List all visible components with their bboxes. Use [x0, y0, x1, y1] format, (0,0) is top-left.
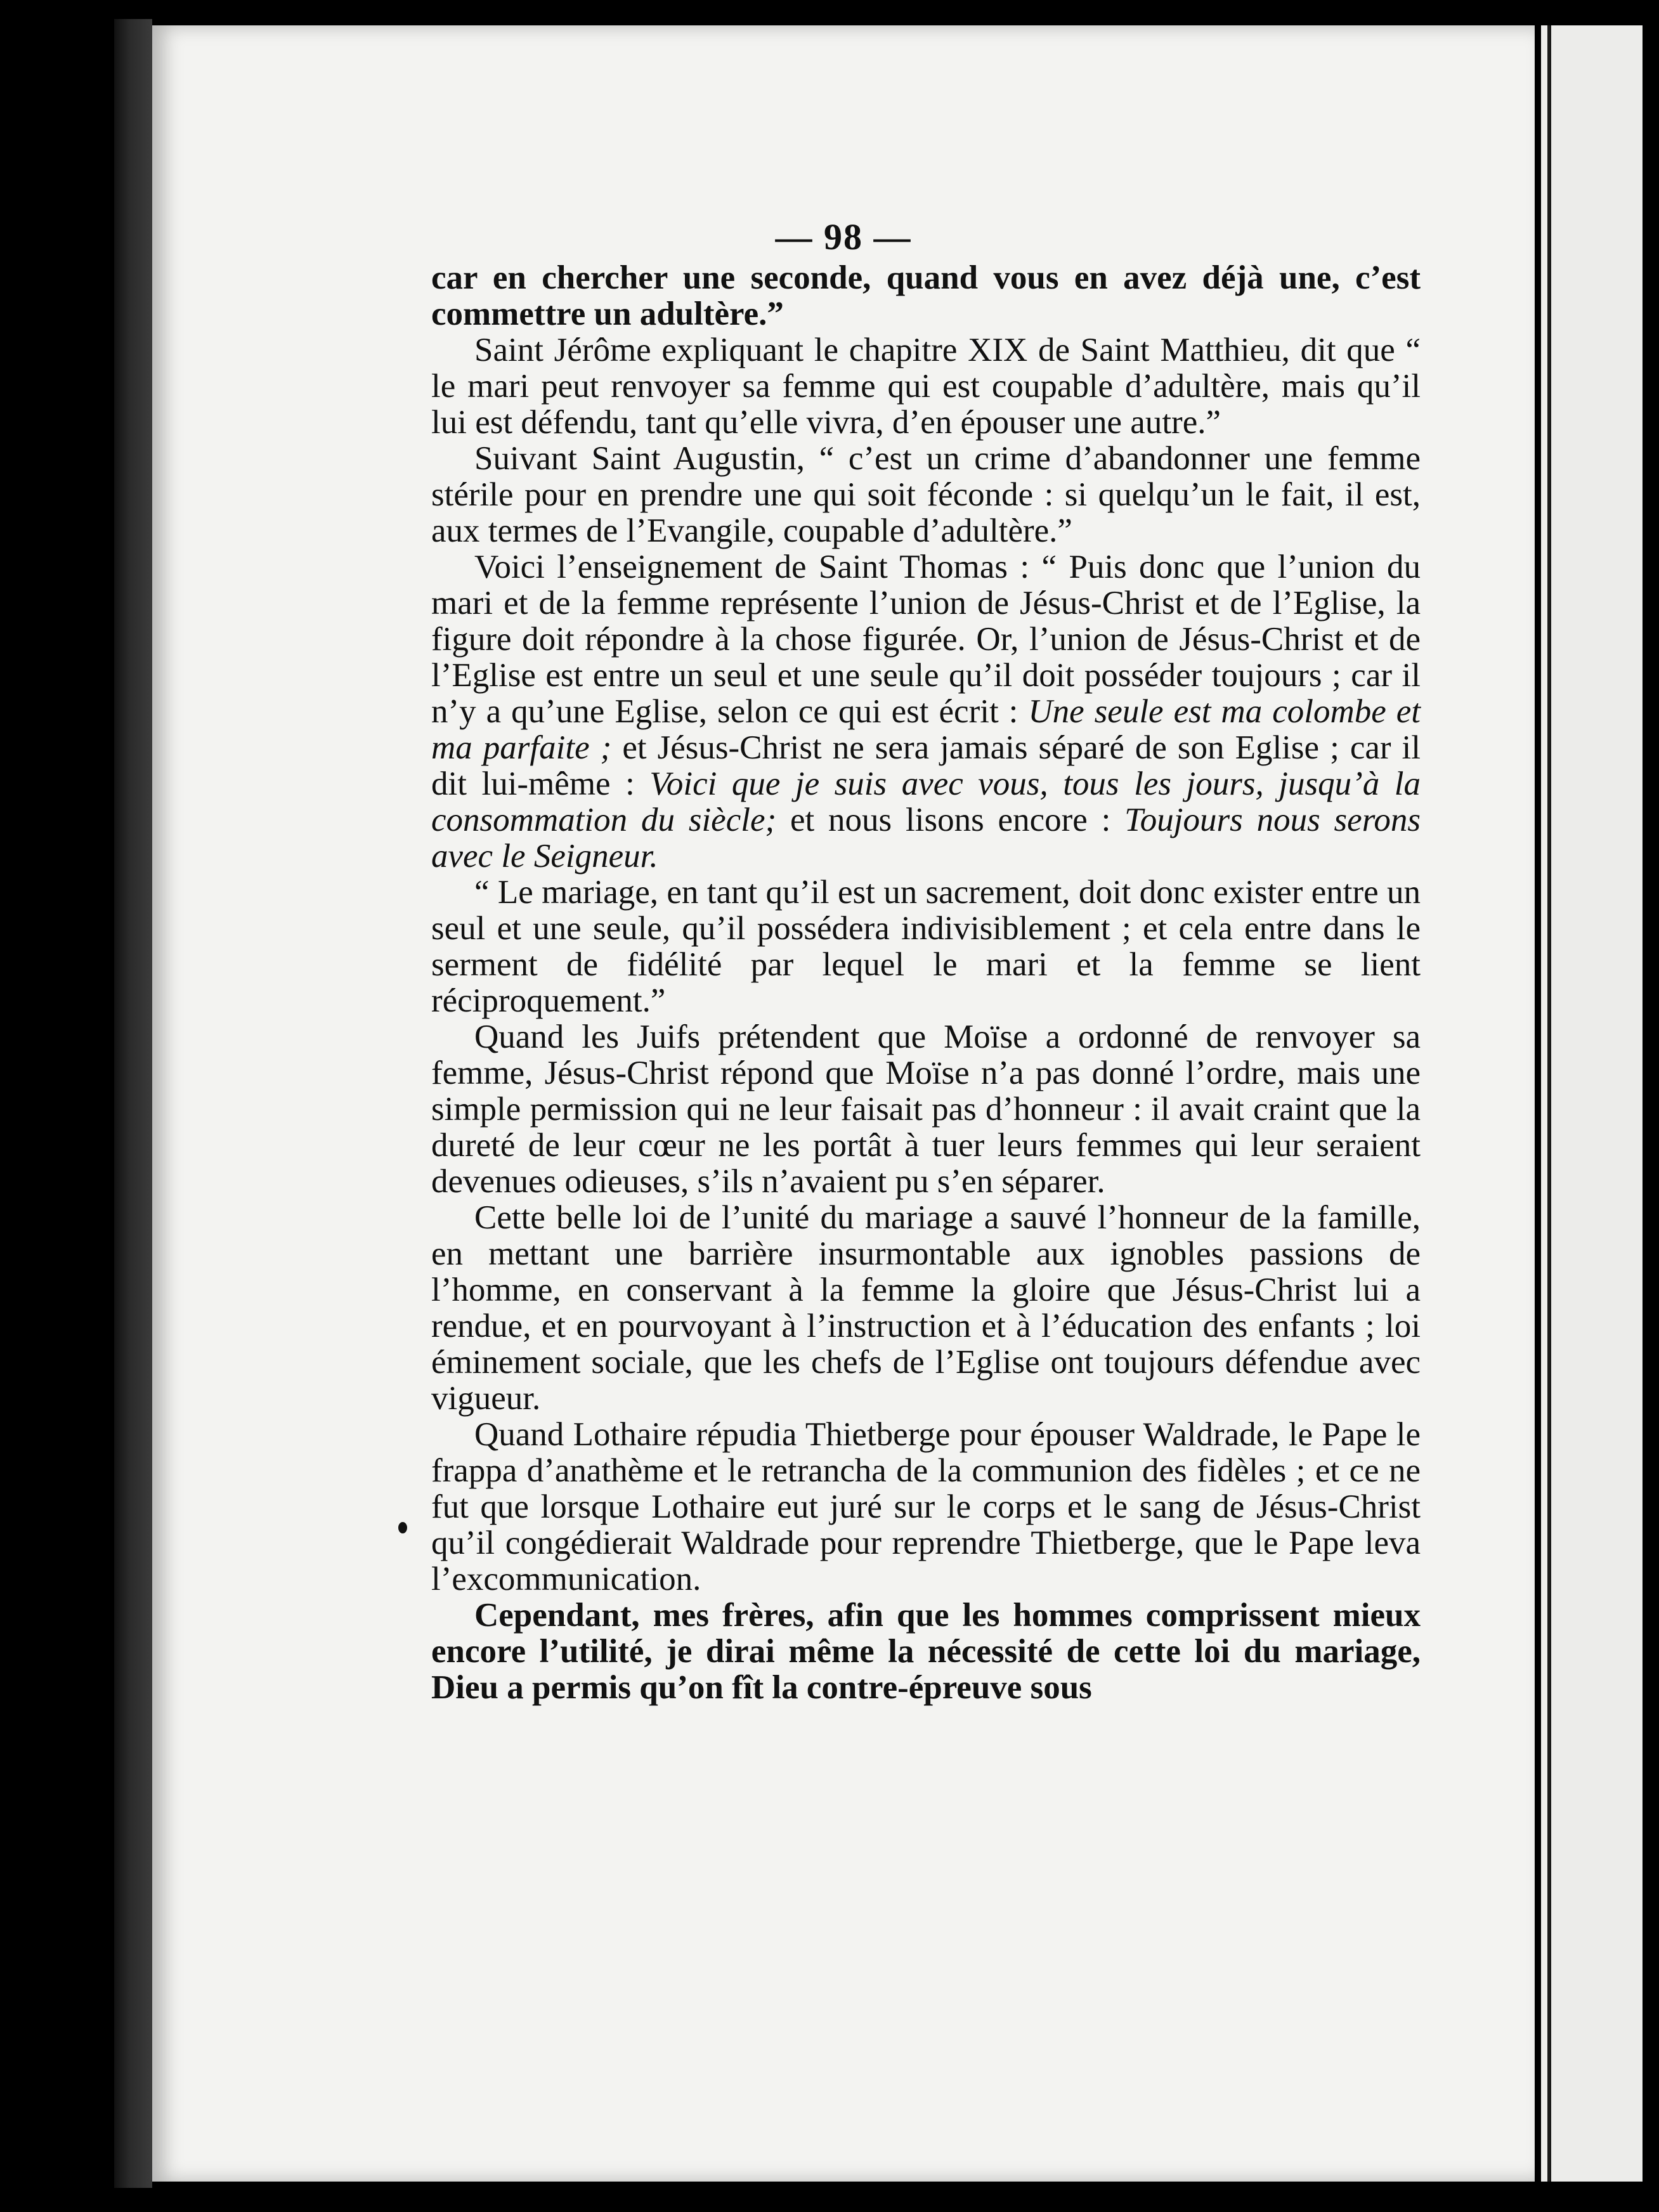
paragraph — [431, 332, 1421, 441]
paragraph — [431, 441, 1421, 549]
paragraph — [431, 1200, 1421, 1417]
body-text — [431, 260, 1421, 1706]
italic-quote: Voici que je suis avec vous, tous les jours, jusqu’à la consommation du siècle; — [431, 765, 1421, 838]
facing-page-edge — [1541, 25, 1643, 2182]
paragraph — [431, 1417, 1421, 1597]
text-segment: Saint Jérôme expliquant le chapitre XIX de Saint Matthieu, dit que “ le mari peut renvoyer sa femme qui est coupable d’adultère, mais qu’il lui est défendu, tant qu’elle vivra, d’en épouser une autre.” — [431, 332, 1421, 441]
page-number: — 98 — — [775, 216, 912, 257]
text-segment: “ Le mariage, en tant qu’il est un sacrement, doit donc exister entre un seul et une seule, qu’il possédera indivisiblement ; et cela entre dans le serment de fidélité par lequel le mari et la femme se lient réciproquement.” — [431, 874, 1421, 1019]
paragraph — [431, 260, 1421, 332]
text-segment: Cette belle loi de l’unité du mariage a sauvé l’honneur de la famille, en mettant une barrière insurmontable aux ignobles passions de l’homme, en conservant à la femme la gloire que Jésus-Christ lui a rendue, et en pourvoyant à l’instruction et à l’éducation des enfants ; loi éminement sociale, que les chefs de l’Eglise ont toujours défendue avec vigueur. — [431, 1199, 1421, 1417]
paragraph — [431, 1019, 1421, 1200]
paragraph — [431, 875, 1421, 1019]
text-segment: Quand les Juifs prétendent que Moïse a ordonné de renvoyer sa femme, Jésus-Christ répond que Moïse n’a pas donné l’ordre, mais une simple permission qui ne leur faisait pas d’honneur : il avait craint que la dureté de leur cœur ne les portât à tuer leurs femmes qui leur seraient devenues odieuses, s’ils n’avaient pu s’en séparer. — [431, 1018, 1421, 1200]
book-spine-shadow — [114, 19, 152, 2188]
text-segment: Cependant, mes frères, afin que les hommes comprissent mieux encore l’utilité, je dirai même la nécessité de cette loi du mariage, Dieu a permis qu’on fît la contre-épreuve sous — [431, 1597, 1421, 1706]
text-segment: car en chercher une seconde, quand vous en avez déjà une, c’est commettre un adultère.” — [431, 259, 1421, 332]
text-segment: Suivant Saint Augustin, “ c’est un crime d’abandonner une femme stérile pour en prendre une qui soit féconde : si quelqu’un le fait, il est, aux termes de l’Evangile, coupable d’adultère.” — [431, 440, 1421, 549]
text-segment: Voici l’enseignement de Saint Thomas : “ Puis donc que l’union du mari et de la femme représente l’union de Jésus-Christ et de l’Eglise, la figure doit répondre à la chose figurée. Or, l’union de Jésus-Christ et de l’Eglise est entre un seul et une seule qu’il doit posséder toujours ; car il n’y a qu’une Eglise, selon ce qui est écrit : — [431, 549, 1421, 730]
ink-speck — [398, 1522, 407, 1533]
paragraph — [431, 1597, 1421, 1706]
text-segment: et nous lisons encore : — [776, 802, 1125, 838]
text-segment: et Jésus-Christ ne sera jamais séparé de son Eglise ; car il dit lui-même : — [431, 729, 1421, 802]
text-segment: Quand Lothaire répudia Thietberge pour épouser Waldrade, le Pape le frappa d’anathème et le retrancha de la communion des fidèles ; et ce ne fut que lorsque Lothaire eut juré sur le corps et le sang de Jésus-Christ qu’il congédierait Waldrade pour reprendre Thietberge, que le Pape leva l’excommunication. — [431, 1416, 1421, 1597]
facing-page-rule — [1547, 25, 1551, 2182]
paragraph — [431, 549, 1421, 875]
italic-quote: Une seule est ma colombe et ma parfaite ; — [431, 693, 1421, 766]
italic-quote: Toujours nous serons avec le Seigneur. — [431, 802, 1421, 875]
